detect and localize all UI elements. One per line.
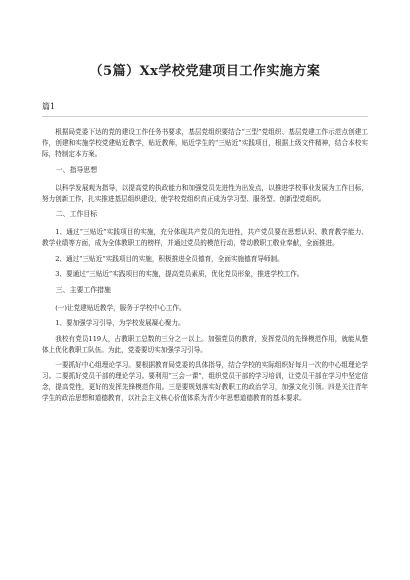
body-paragraph: 1、通过“三贴近”实践项目的实施，充分体现共产党员的先进性，共产党员要在思想认识、教育教学能力、教学业绩等方面，成为全体教职工的榜样，并通过党员的模范行动，带动教职工敬业奉献，全面推进。 <box>42 228 368 247</box>
section-divider <box>42 116 368 117</box>
section-label: 篇1 <box>42 102 56 111</box>
section-heading: 二、工作目标 <box>55 210 98 218</box>
body-paragraph: 1、要加强学习引导，为学校发展凝心聚力。 <box>55 319 185 327</box>
body-paragraph: (一)让党建贴近教学，服务于学校中心工作。 <box>55 303 186 312</box>
body-paragraph: 根据局党委下达的党的建设工作任务书要求，基层党组织要结合“三型”党组织、基层党建工作示范点创建工作，创建和实施学校党建贴近教学，贴近教师，贴近学生的“三贴近”实践项目，根据上级文件精神，结合本校实际，特制定本方案。 <box>42 128 368 158</box>
section-heading: 一、指导思想 <box>55 165 98 174</box>
document-body <box>42 127 368 409</box>
body-paragraph: 我校有党员119人，占教职工总数的三分之一以上。加强党员的教育，发挥党员的先锋模范作用，就能从整体上优化教职工队伍。为此，党委要切实加强学习引导。 <box>42 334 368 354</box>
body-paragraph: 一要抓好中心组理论学习。要根据教育局党委的具体指导，结合学校的实际组织好每月一次的中心组理论学习。二要抓好党员干部的理论学习。要利用“三会一课”，组织党员干部的学习培训，让党员干部在学习中坚定信念，提高党性，更好的发挥先锋模范作用。三是要规划落实好教职工的政治学习，加强文化引领。四是关注青年学生的政治思想和道德教育，以社会主义核心价值体系为青少年思想道德教育的基本要求。 <box>42 361 368 402</box>
section-heading: 三、主要工作措施 <box>55 285 111 294</box>
document-title: （5篇）Xx学校党建项目工作实施方案 <box>89 64 321 79</box>
body-paragraph: 2、通过“三贴近”实践项目的实施，积极推进全员德育，全面实施德育导师制。 <box>55 254 284 263</box>
body-paragraph: 3、要通过“三贴近”实践项目的实施，提高党员素质，优化党员形象，推进学校工作。 <box>55 270 304 278</box>
body-paragraph: 以科学发展观为指导，以提高党的执政能力和加强党员先进性为出发点，以推进学校事业发展为工作目标，努力创新工作，扎实推进基层组织建设，使学校党组织真正成为学习型、服务型、创新型党组织。 <box>42 183 368 203</box>
